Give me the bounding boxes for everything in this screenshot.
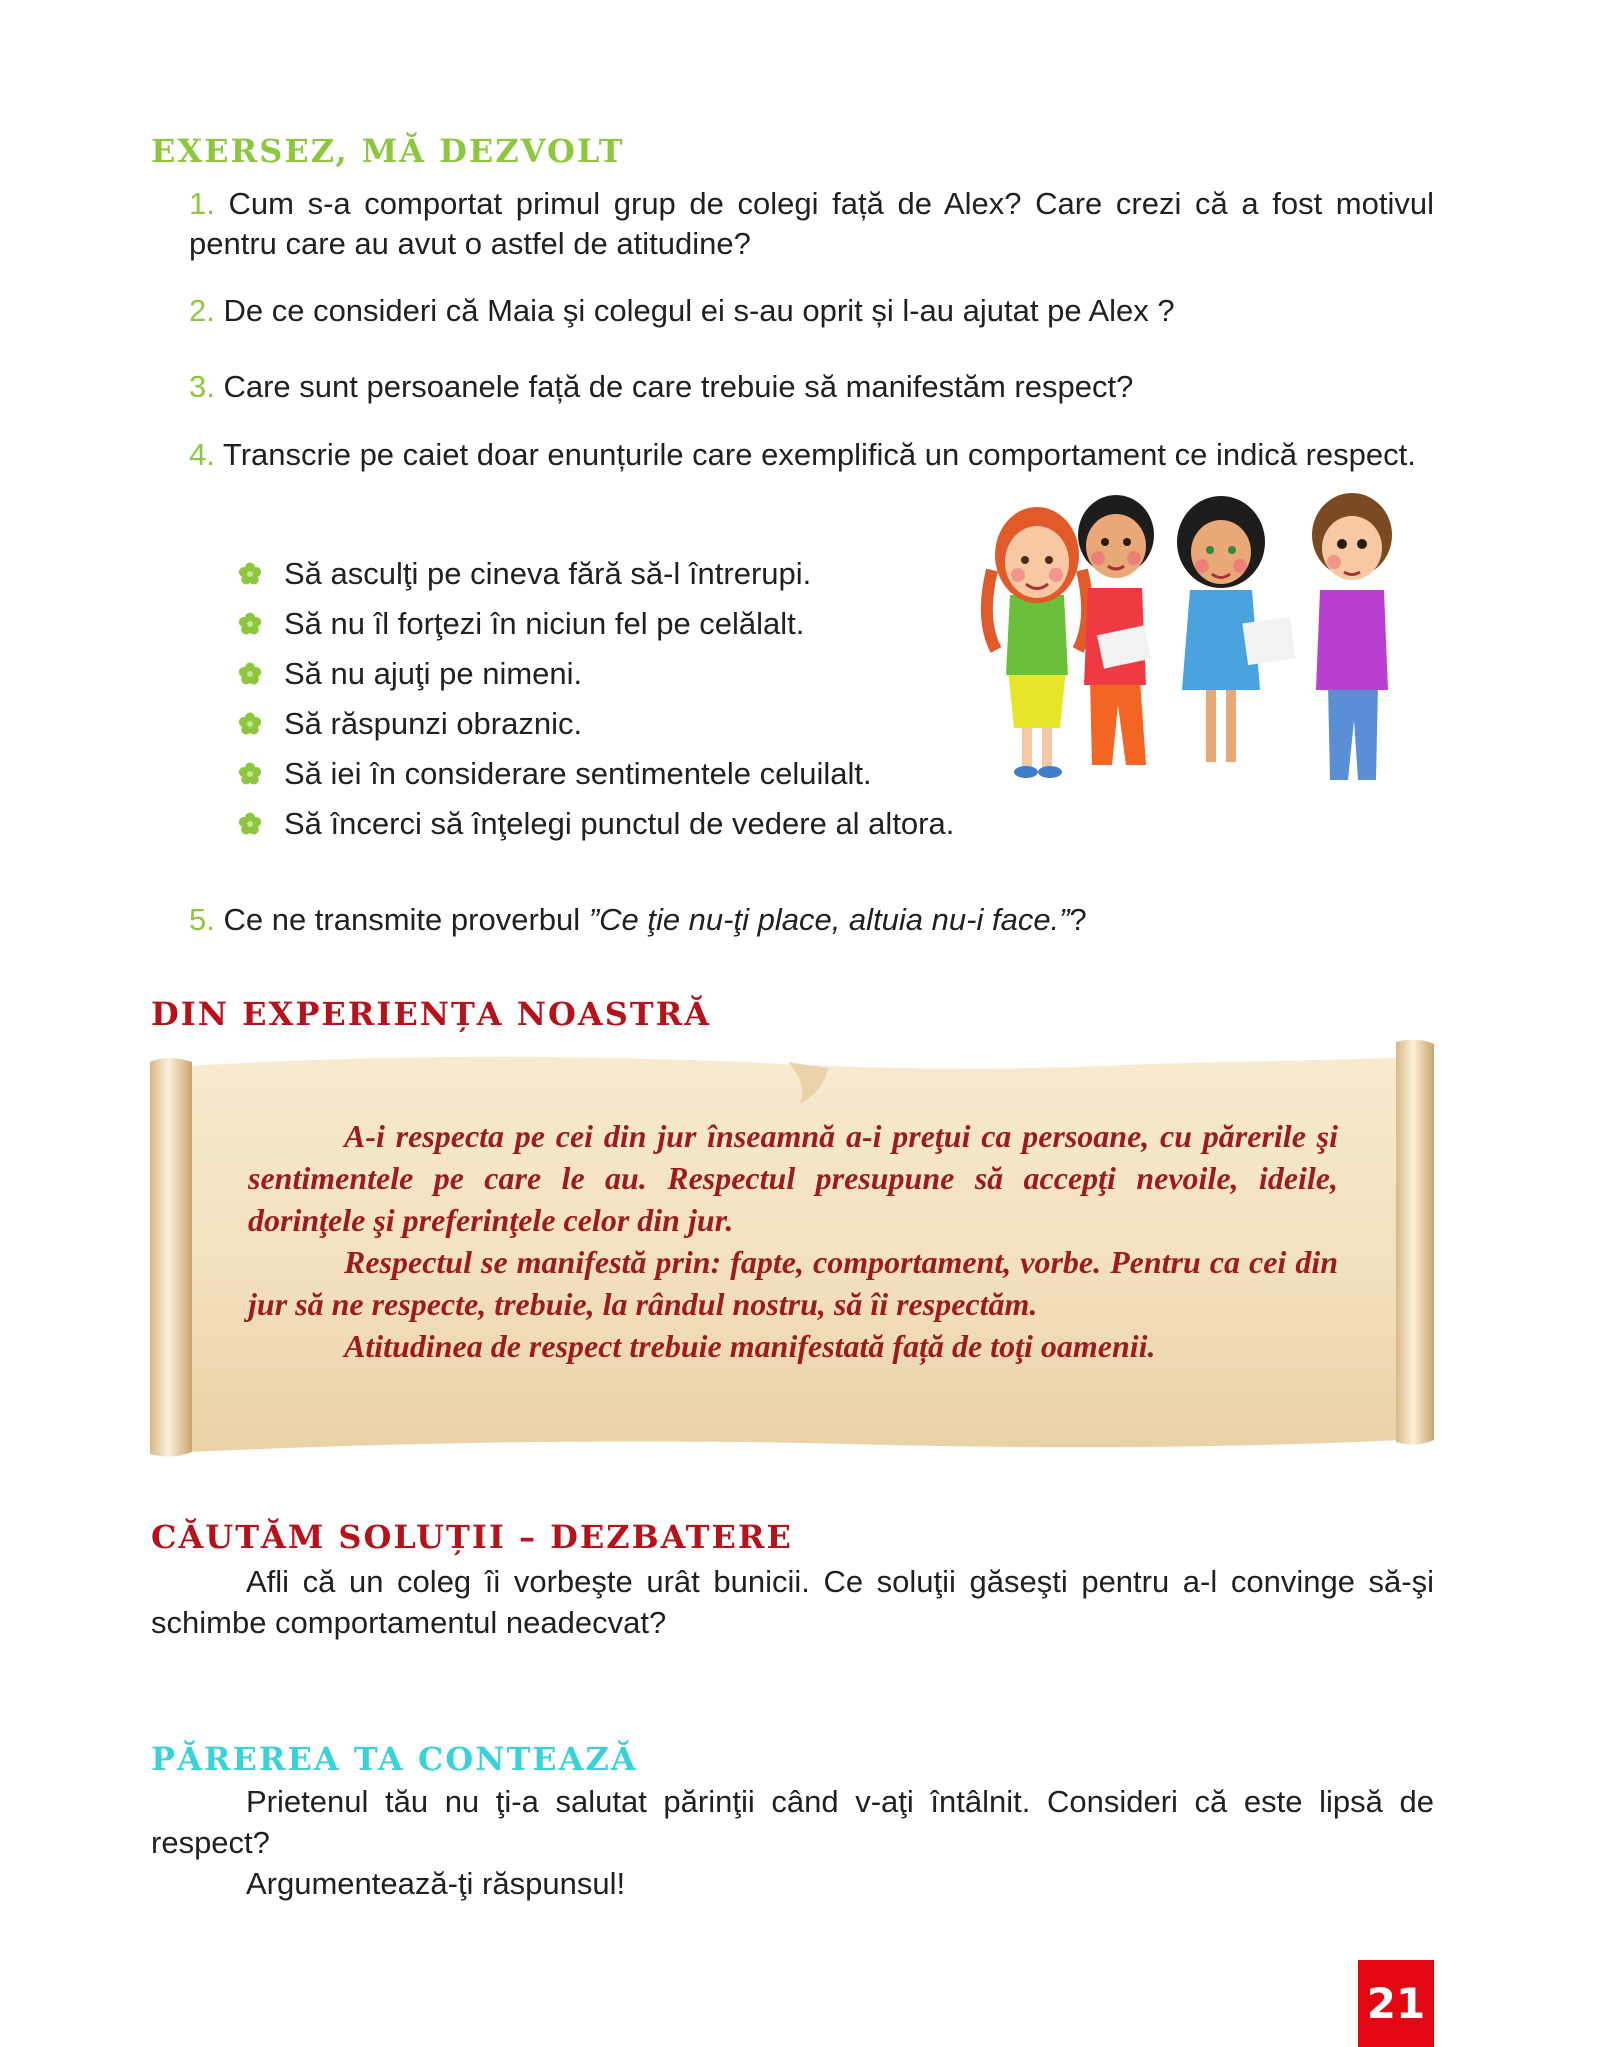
statement-list — [238, 549, 954, 849]
section-title-cautam: CĂUTĂM SOLUȚII – DEZBATERE — [151, 1518, 793, 1556]
section-title-exersez: EXERSEZ, MĂ DEZVOLT — [151, 132, 625, 170]
question-3-text: Care sunt persoanele față de care trebuie să manifestăm respect? — [214, 369, 1134, 404]
flower-icon — [238, 562, 262, 586]
question-4-number: 4. — [189, 437, 215, 472]
list-item — [238, 649, 954, 699]
question-2-text: De ce consideri că Maia şi colegul ei s-au oprit și l-au ajutat pe Alex ? — [214, 293, 1175, 328]
list-item-text: Să încerci să înţelegi punctul de vedere al altora. — [284, 806, 955, 841]
child-figure — [1078, 495, 1154, 765]
question-1 — [189, 184, 1434, 264]
list-item — [238, 749, 954, 799]
list-item — [238, 549, 954, 599]
scroll-paragraph: Atitudinea de respect trebuie manifestată față de toţi oamenii. — [344, 1328, 1156, 1364]
proverb-quote: ”Ce ţie nu-ţi place, altuia nu-i face.” — [588, 902, 1070, 937]
page-number: 21 — [1358, 1960, 1434, 2047]
section-title-experienta: DIN EXPERIENȚA NOASTRĂ — [151, 995, 712, 1033]
respect-definition-text — [248, 1115, 1338, 1367]
list-item-text: Să iei în considerare sentimentele celuilalt. — [284, 756, 872, 791]
flower-icon — [238, 612, 262, 636]
question-4 — [189, 435, 1434, 475]
list-item — [238, 699, 954, 749]
child-figure — [1312, 493, 1392, 780]
section-title-parerea: PĂREREA TA CONTEAZĂ — [151, 1740, 638, 1778]
flower-icon — [238, 662, 262, 686]
question-3 — [189, 367, 1434, 407]
list-item-text: Să asculţi pe cineva fără să-l întrerupi. — [284, 556, 812, 591]
scroll-paragraph: Respectul se manifestă prin: fapte, comportament, vorbe. Pentru ca cei din jur să ne respecte, trebuie, la rândul nostru, să îi respectăm. — [248, 1244, 1338, 1322]
scroll-paragraph: A-i respecta pe cei din jur înseamnă a-i preţui ca persoane, cu părerile şi sentimentele pe care le au. Respectul presupune să accepţi nevoile, ideile, dorinţele şi preferinţele celor din jur. — [248, 1118, 1338, 1238]
child-figure — [987, 507, 1087, 778]
child-figure — [1177, 496, 1296, 762]
question-3-number: 3. — [189, 369, 215, 404]
question-5 — [189, 900, 1434, 940]
flower-icon — [238, 762, 262, 786]
children-group-illustration — [970, 480, 1430, 795]
list-item-text: Să nu ajuţi pe nimeni. — [284, 656, 583, 691]
opinion-text: Prietenul tău nu ţi-a salutat părinţii când v-aţi întâlnit. Consideri că este lipsă de respect? — [151, 1784, 1434, 1860]
question-1-text: Cum s-a comportat primul grup de colegi față de Alex? Care crezi că a fost motivul pentru care au avut o astfel de atitudine? — [189, 186, 1434, 261]
list-item — [238, 799, 954, 849]
list-item — [238, 599, 954, 649]
question-5-text-end: ? — [1069, 902, 1087, 937]
question-4-text: Transcrie pe caiet doar enunțurile care exemplifică un comportament ce indică respect. — [214, 437, 1416, 472]
flower-icon — [238, 712, 262, 736]
flower-icon — [238, 812, 262, 836]
question-5-number: 5. — [189, 902, 215, 937]
question-2-number: 2. — [189, 293, 215, 328]
question-1-number: 1. — [189, 186, 215, 221]
list-item-text: Să răspunzi obraznic. — [284, 706, 583, 741]
question-2 — [189, 291, 1434, 331]
opinion-prompt: Argumentează-ţi răspunsul! — [246, 1866, 626, 1901]
list-item-text: Să nu îl forţezi în niciun fel pe celălalt. — [284, 606, 805, 641]
debate-text: Afli că un coleg îi vorbeşte urât bunicii. Ce soluţii găseşti pentru a-l convinge să-şi schimbe comportamentul neadecvat? — [151, 1564, 1434, 1640]
question-5-text: Ce ne transmite proverbul — [214, 902, 589, 937]
